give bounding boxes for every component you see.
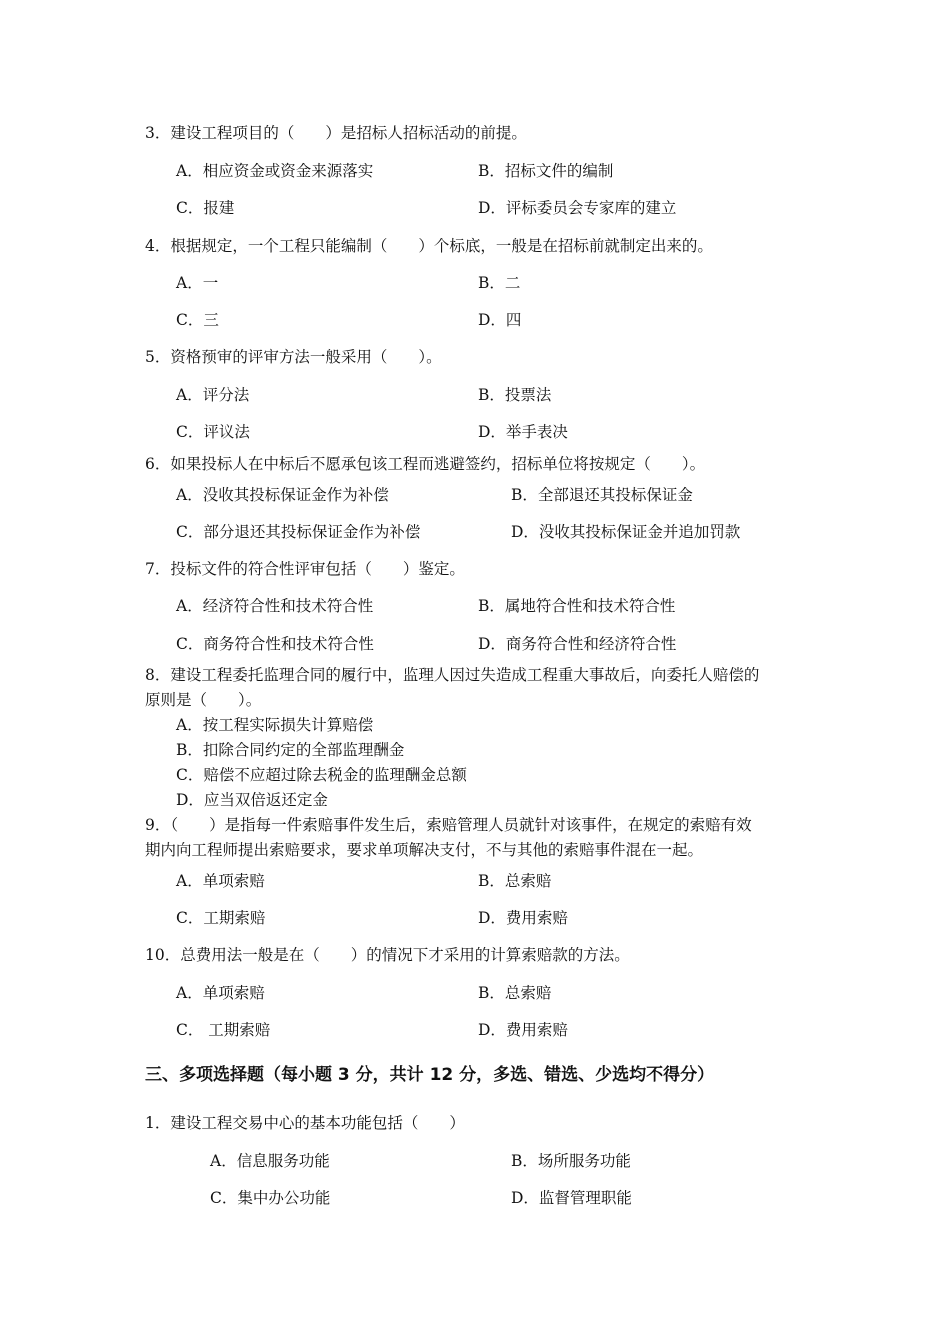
question-3-option-a: A．相应资金或资金来源落实: [176, 162, 374, 180]
question-9-option-b: B．总索赔: [478, 872, 552, 890]
question-9-stem-line2: 期内向工程师提出索赔要求，要求单项解决支付，不与其他的索赔事件混在一起。: [145, 841, 704, 859]
question-8-option-b: B．扣除合同约定的全部监理酬金: [176, 741, 405, 759]
question-5-option-d: D．举手表决: [478, 423, 568, 441]
multi-question-1-option-a: A．信息服务功能: [210, 1152, 330, 1170]
question-3-option-b: B．招标文件的编制: [478, 162, 614, 180]
question-7-option-a: A．经济符合性和技术符合性: [176, 597, 374, 615]
question-7-option-c: C．商务符合性和技术符合性: [176, 635, 374, 653]
question-8-option-a: A．按工程实际损失计算赔偿: [176, 716, 374, 734]
multi-question-1-option-d: D．监督管理职能: [511, 1189, 632, 1207]
question-9-option-d: D．费用索赔: [478, 909, 568, 927]
multi-question-1-stem: 1．建设工程交易中心的基本功能包括（ ）: [145, 1114, 465, 1132]
section-heading-multiple-choice: 三、多项选择题（每小题 3 分，共计 12 分，多选、错选、少选均不得分）: [145, 1065, 715, 1085]
question-5-option-a: A．评分法: [176, 386, 250, 404]
question-4-option-b: B．二: [478, 274, 521, 292]
question-6-option-b: B．全部退还其投标保证金: [511, 486, 693, 504]
question-9-option-c: C．工期索赔: [176, 909, 266, 927]
question-9-stem-line1: 9．（ ）是指每一件索赔事件发生后，索赔管理人员就针对该事件，在规定的索赔有效: [145, 816, 752, 834]
question-10-option-a: A．单项索赔: [176, 984, 265, 1002]
question-7-option-d: D．商务符合性和经济符合性: [478, 635, 677, 653]
question-4-option-c: C．三: [176, 311, 219, 329]
question-3-option-d: D．评标委员会专家库的建立: [478, 199, 677, 217]
question-3-option-c: C．报建: [176, 199, 235, 217]
question-7-option-b: B．属地符合性和技术符合性: [478, 597, 676, 615]
question-6-stem: 6．如果投标人在中标后不愿承包该工程而逃避签约，招标单位将按规定（ ）。: [145, 455, 706, 473]
question-6-option-a: A．没收其投标保证金作为补偿: [176, 486, 389, 504]
multi-question-1-option-c: C．集中办公功能: [210, 1189, 331, 1207]
question-6-option-d: D．没收其投标保证金并追加罚款: [511, 523, 741, 541]
question-6-option-c: C．部分退还其投标保证金作为补偿: [176, 523, 421, 541]
question-10-option-b: B．总索赔: [478, 984, 552, 1002]
question-8-stem-line2: 原则是（ ）。: [145, 691, 262, 709]
question-9-option-a: A．单项索赔: [176, 872, 265, 890]
multi-question-1-option-b: B．场所服务功能: [511, 1152, 631, 1170]
question-5-stem: 5．资格预审的评审方法一般采用（ ）。: [145, 348, 442, 366]
question-8-stem-line1: 8．建设工程委托监理合同的履行中，监理人因过失造成工程重大事故后，向委托人赔偿的: [145, 666, 760, 684]
question-3-stem: 3．建设工程项目的（ ）是招标人招标活动的前提。: [145, 124, 527, 142]
question-4-option-d: D．四: [478, 311, 522, 329]
question-5-option-b: B．投票法: [478, 386, 552, 404]
question-8-option-c: C．赔偿不应超过除去税金的监理酬金总额: [176, 766, 467, 784]
question-4-option-a: A．一: [176, 274, 219, 292]
question-10-option-d: D．费用索赔: [478, 1021, 568, 1039]
question-4-stem: 4．根据规定，一个工程只能编制（ ）个标底，一般是在招标前就制定出来的。: [145, 237, 713, 255]
question-8-option-d: D．应当双倍返还定金: [176, 791, 328, 809]
question-10-option-c: C． 工期索赔: [176, 1021, 271, 1039]
question-7-stem: 7．投标文件的符合性评审包括（ ）鉴定。: [145, 560, 465, 578]
question-5-option-c: C．评议法: [176, 423, 250, 441]
question-10-stem: 10．总费用法一般是在（ ）的情况下才采用的计算索赔款的方法。: [145, 946, 630, 964]
